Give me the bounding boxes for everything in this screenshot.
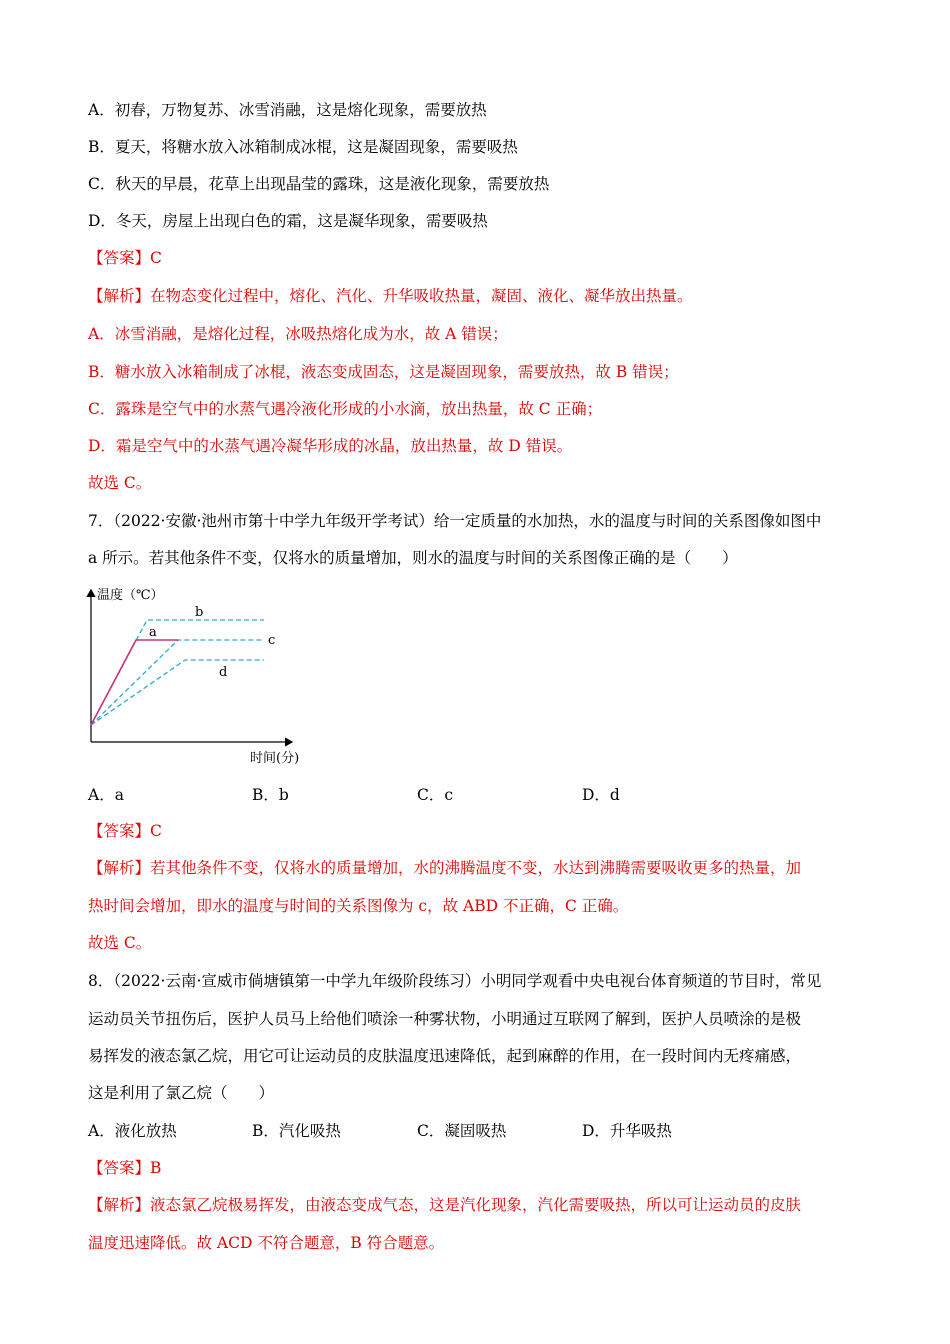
- q8-option-a: A．液化放热: [88, 1122, 177, 1140]
- q8-stem-line3: 易挥发的液态氯乙烷，用它可让运动员的皮肤温度迅速降低，起到麻醉的作用，在一段时间内无疼痛感，: [88, 1047, 802, 1065]
- line-c: [91, 640, 264, 725]
- label-b: b: [195, 605, 204, 620]
- q8-option-c: C．凝固吸热: [417, 1122, 507, 1140]
- analysis-text: 液态氯乙烷极易挥发，由液态变成气态，这是汽化现象，汽化需要吸热，所以可让运动员的皮肤: [150, 1196, 802, 1214]
- q8-option-d: D．升华吸热: [582, 1122, 672, 1140]
- answer-tag: 【答案】: [88, 249, 151, 267]
- q7-conclusion: 故选 C。: [88, 934, 152, 952]
- q6-conclusion: 故选 C。: [88, 474, 152, 492]
- analysis-tag: 【解析】: [88, 287, 151, 305]
- y-axis-label: 温度（℃）: [97, 588, 164, 603]
- analysis-text: 在物态变化过程中，熔化、汽化、升华吸收热量，凝固、液化、凝华放出热量。: [150, 287, 693, 305]
- q7-stem-line2: a 所示。若其他条件不变，仅将水的质量增加，则水的温度与时间的关系图像正确的是（ ）: [88, 549, 738, 567]
- q6-option-c: C．秋天的早晨，花草上出现晶莹的露珠，这是液化现象，需要放热: [88, 175, 550, 193]
- q6-option-d: D．冬天，房屋上出现白色的霜，这是凝华现象，需要吸热: [88, 212, 488, 230]
- label-a: a: [149, 625, 157, 640]
- answer-value: B: [150, 1159, 162, 1177]
- answer-value: C: [150, 249, 162, 267]
- q8-option-b: B．汽化吸热: [252, 1122, 341, 1140]
- q6-analysis-c: C．露珠是空气中的水蒸气遇冷液化形成的小水滴，放出热量，故 C 正确；: [88, 400, 603, 418]
- q8-stem-line4: 这是利用了氯乙烷（ ）: [88, 1084, 275, 1102]
- q6-analysis-b: B．糖水放入冰箱制成了冰棍，液态变成固态，这是凝固现象，需要放热，故 B 错误；: [88, 363, 679, 381]
- q6-analysis-a: A．冰雪消融，是熔化过程，冰吸热熔化成为水，故 A 错误；: [88, 325, 508, 343]
- q7-analysis-line1: [88, 858, 801, 878]
- q7-option-a: A．a: [88, 786, 124, 804]
- analysis-tag: 【解析】: [88, 859, 151, 877]
- q8-analysis-line1: [88, 1195, 801, 1215]
- q8-stem-line1: 8．（2022·云南·宣威市倘塘镇第一中学九年级阶段练习）小明同学观看中央电视台体育频道的节目时，常见: [88, 972, 822, 990]
- q8-stem-line2: 运动员关节扭伤后，医护人员马上给他们喷涂一种雾状物，小明通过互联网了解到，医护人员喷涂的是极: [88, 1010, 802, 1028]
- q7-graph: [80, 578, 320, 770]
- label-c: c: [268, 633, 276, 648]
- q7-option-c: C．c: [417, 786, 454, 804]
- label-d: d: [219, 665, 228, 680]
- q8-analysis-line2: 温度迅速降低。故 ACD 不符合题意，B 符合题意。: [88, 1234, 445, 1252]
- analysis-text: 若其他条件不变，仅将水的质量增加，水的沸腾温度不变，水达到沸腾需要吸收更多的热量，加: [150, 859, 802, 877]
- q7-stem-line1: 7．（2022·安徽·池州市第十中学九年级开学考试）给一定质量的水加热，水的温度与时间的关系图像如图中: [88, 512, 822, 530]
- line-b: [91, 620, 264, 725]
- q7-option-d: D．d: [582, 786, 620, 804]
- analysis-tag: 【解析】: [88, 1196, 151, 1214]
- q7-analysis-line2: 热时间会增加，即水的温度与时间的关系图像为 c，故 ABD 不正确，C 正确。: [88, 897, 629, 915]
- answer-value: C: [150, 822, 162, 840]
- q6-answer: [88, 248, 162, 268]
- q6-option-a: A．初春，万物复苏、冰雪消融，这是熔化现象，需要放热: [88, 101, 487, 119]
- answer-tag: 【答案】: [88, 1159, 151, 1177]
- q6-analysis: [88, 286, 693, 306]
- q6-analysis-d: D．霜是空气中的水蒸气遇冷凝华形成的冰晶，放出热量，故 D 错误。: [88, 437, 573, 455]
- q8-answer: [88, 1158, 161, 1178]
- q6-option-b: B．夏天，将糖水放入冰箱制成冰棍，这是凝固现象，需要吸热: [88, 138, 518, 156]
- answer-tag: 【答案】: [88, 822, 151, 840]
- q7-option-b: B．b: [252, 786, 289, 804]
- q7-answer: [88, 821, 162, 841]
- x-axis-label: 时间(分): [250, 751, 300, 766]
- line-d: [91, 660, 264, 725]
